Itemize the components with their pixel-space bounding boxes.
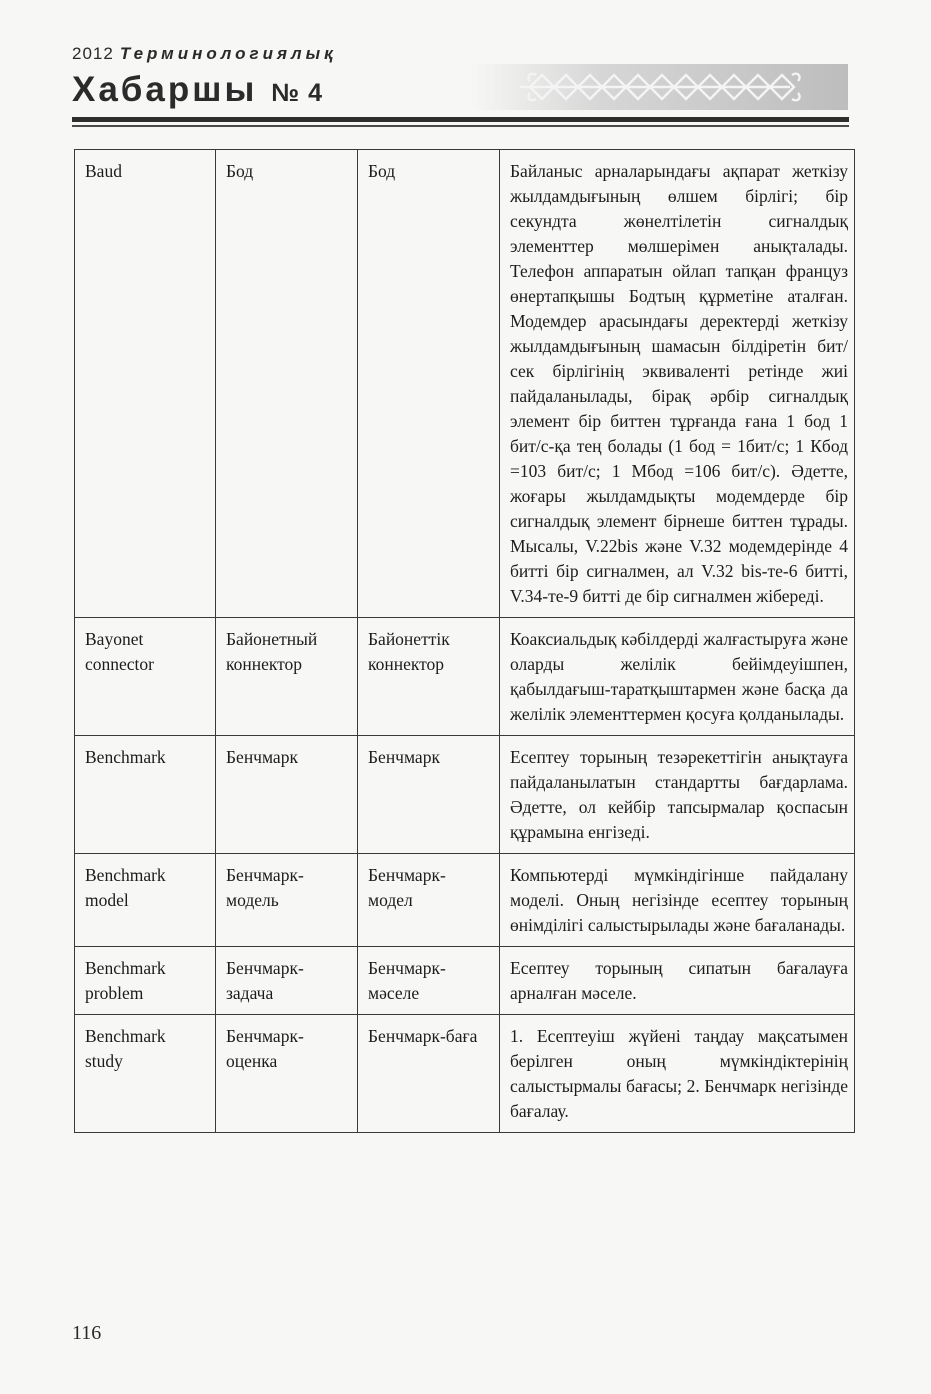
term-russian: Бенчмарк — [216, 736, 358, 854]
term-kazakh: Бенчмарк-мәселе — [358, 947, 500, 1015]
term-english: Benchmark model — [75, 854, 216, 947]
ornament-pattern-icon — [470, 64, 848, 110]
journal-title-line — [72, 70, 323, 110]
term-definition: Коаксиальдық кәбілдерді жалғастыруға және оларды желілік бейімдеуішпен, қабылдағыш-таратқыштармен және басқа да желілік элементтермен қосуға қолданылады. — [500, 618, 855, 736]
term-russian: Байонетный коннектор — [216, 618, 358, 736]
journal-title: Хабаршы — [72, 70, 258, 109]
term-english: Benchmark study — [75, 1015, 216, 1133]
page-number: 116 — [72, 1322, 102, 1344]
term-kazakh: Байонеттік коннектор — [358, 618, 500, 736]
table-row — [75, 1015, 855, 1133]
term-kazakh: Бенчмарк — [358, 736, 500, 854]
terms-table — [74, 149, 855, 1133]
term-kazakh: Бод — [358, 150, 500, 618]
term-russian: Бенчмарк-задача — [216, 947, 358, 1015]
journal-issue: № 4 — [271, 79, 324, 107]
term-english: Benchmark problem — [75, 947, 216, 1015]
table-row — [75, 618, 855, 736]
term-english: Baud — [75, 150, 216, 618]
term-russian: Бенчмарк-модель — [216, 854, 358, 947]
term-kazakh: Бенчмарк-модел — [358, 854, 500, 947]
header-rule-thick — [72, 117, 849, 122]
ornament-band — [470, 64, 848, 110]
table-row — [75, 947, 855, 1015]
term-definition: Есептеу торының тезәрекеттігін анықтауға пайдаланылатын стандартты бағдарлама. Әдетте, ол кейбір тапсырмалар қоспасын құрамына енгізеді. — [500, 736, 855, 854]
header-rule-thin — [72, 125, 849, 127]
term-english: Bayonet connector — [75, 618, 216, 736]
term-definition: Компьютерді мүмкіндігінше пайдалану моделі. Оның негізінде есептеу торының өнімділігі салыстырылады және бағаланады. — [500, 854, 855, 947]
term-russian: Бод — [216, 150, 358, 618]
term-definition: Есептеу торының сипатын бағалауға арналған мәселе. — [500, 947, 855, 1015]
term-definition: 1. Есептеуіш жүйені таңдау мақсатымен берілген оның мүмкіндіктерінің салыстырмалы бағасы; 2. Бенчмарк негізінде бағалау. — [500, 1015, 855, 1133]
table-row — [75, 736, 855, 854]
term-definition: Байланыс арналарындағы ақпарат жеткізу жылдамдығының өлшем бірлігі; бір секундта жөнелтілетін сигналдық элементтер мөлшерімен анықталады. Телефон аппаратын ойлап тапқан француз өнертапқышы Бодтың құрметіне аталған. Модемдер арасындағы деректерді жеткізу жылдамдығының шамасын білдіретін бит/сек бірлігінің эквиваленті ретінде жиі пайдаланылады, бірақ әрбір сигналдық элемент бір биттен тұрғанда ғана 1 бод 1 бит/с-қа тең болады (1 бод = 1бит/с; 1 Кбод =103 бит/с; 1 Мбод =106 бит/с). Әдетте, жоғары жылдамдықты модемдерде бір сигналдық элемент бірнеше биттен тұрады. Мысалы, V.22bis және V.32 модемдерінде 4 битті бір сигналмен, ал V.32 bis-те-6 битті, V.34-те-9 битті де бір сигналмен жібереді. — [500, 150, 855, 618]
term-russian: Бенчмарк-оценка — [216, 1015, 358, 1133]
term-english: Benchmark — [75, 736, 216, 854]
journal-subtitle: Терминологиялық — [119, 44, 337, 63]
term-kazakh: Бенчмарк-баға — [358, 1015, 500, 1133]
journal-year-line — [72, 44, 337, 64]
table-row — [75, 150, 855, 618]
journal-year: 2012 — [72, 44, 114, 63]
table-row — [75, 854, 855, 947]
